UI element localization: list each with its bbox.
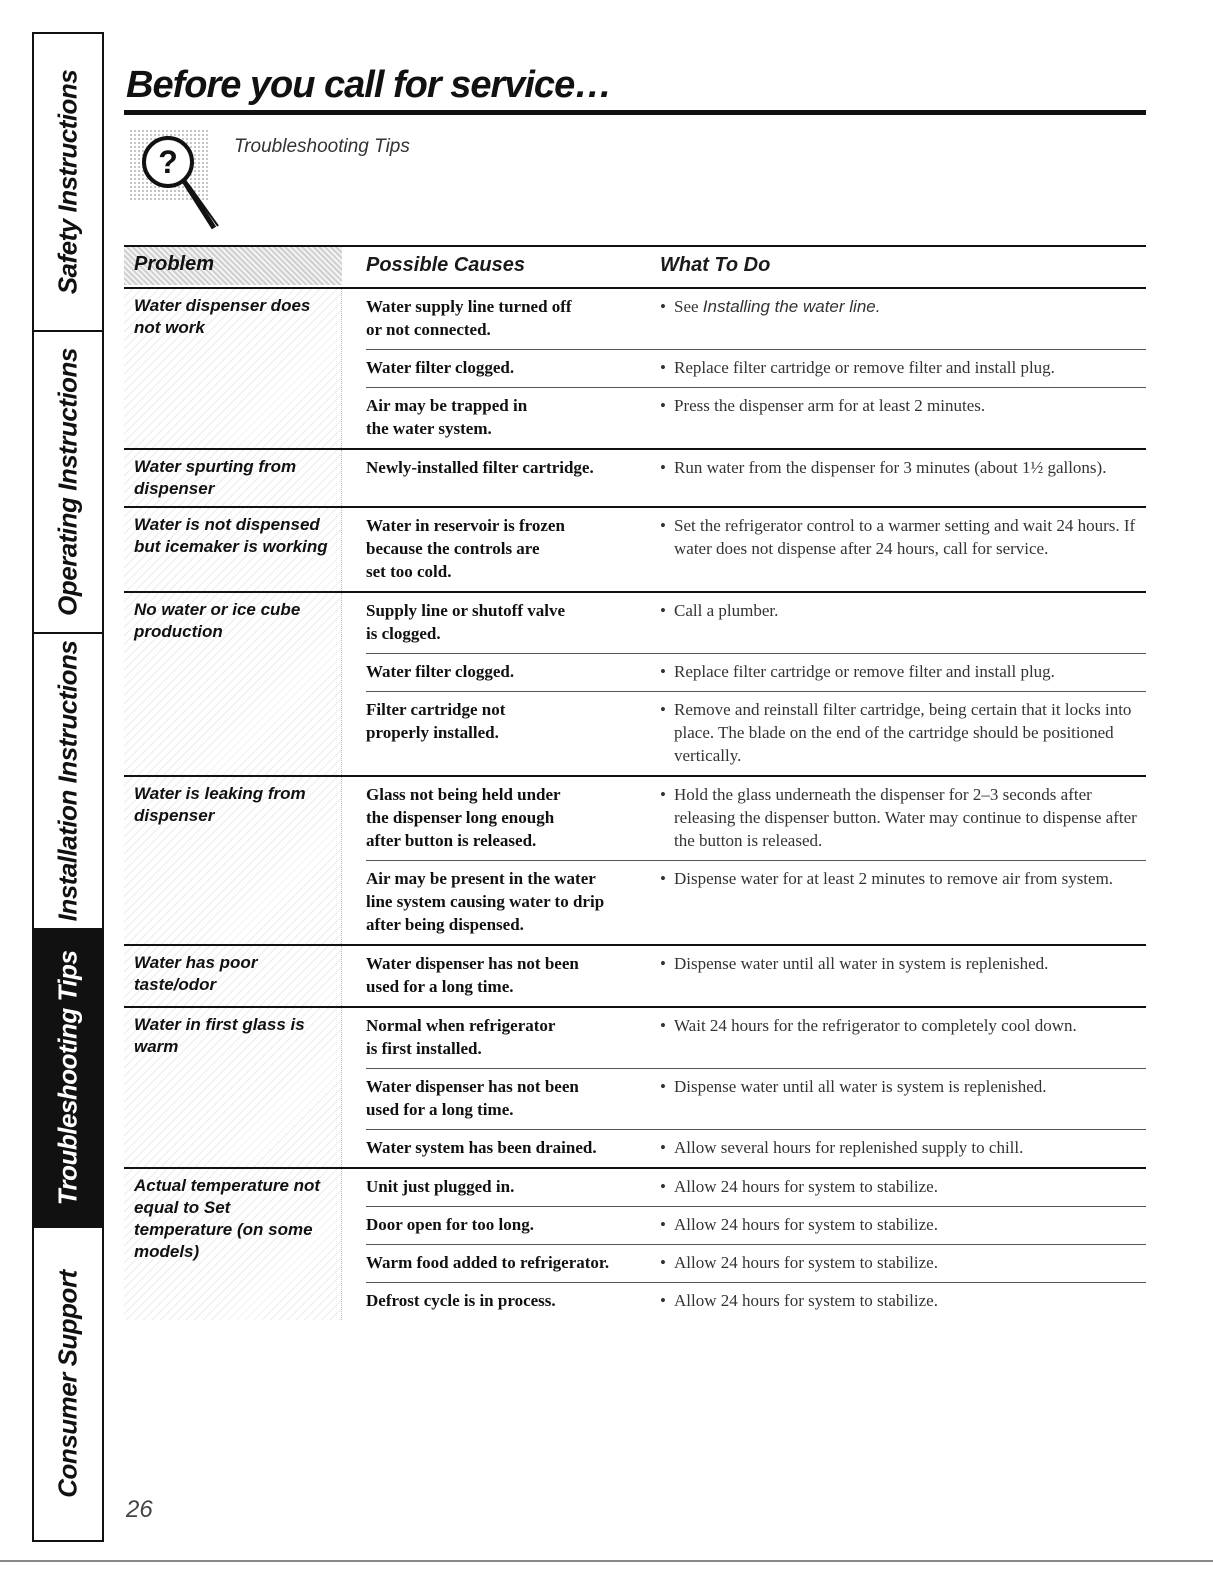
problem-group: [124, 450, 1146, 508]
cause-text: Water dispenser has not been used for a long time.: [366, 954, 579, 996]
table-row: [366, 861, 1146, 944]
todo-text: • Allow 24 hours for system to stabilize.: [660, 1215, 938, 1234]
cause-text: Water system has been drained.: [366, 1138, 597, 1157]
problem-group: [124, 1169, 1146, 1320]
problem-group: [124, 777, 1146, 946]
reference-link[interactable]: Installing the water line.: [702, 297, 881, 316]
problem-group: [124, 593, 1146, 777]
table-row: [366, 350, 1146, 388]
todo-text: • Allow several hours for replenished supply to chill.: [660, 1138, 1024, 1157]
section-subtitle: Troubleshooting Tips: [234, 136, 410, 157]
table-row: [366, 593, 1146, 654]
table-row: [366, 654, 1146, 692]
problem-label: Actual temperature not equal to Set temperature (on some models): [124, 1169, 342, 1320]
cause-text: Door open for too long.: [366, 1215, 534, 1234]
tab-safety-instructions[interactable]: Safety Instructions: [34, 34, 102, 332]
cause-text: Defrost cycle is in process.: [366, 1291, 556, 1310]
problem-label: No water or ice cube production: [124, 593, 342, 775]
problem-group: [124, 289, 1146, 450]
todo-text: • Run water from the dispenser for 3 minutes (about 1½ gallons).: [660, 458, 1107, 477]
todo-text: • Press the dispenser arm for at least 2 minutes.: [660, 396, 986, 415]
table-header: [124, 245, 1146, 289]
troubleshooting-question-icon: [130, 126, 230, 236]
bottom-divider: [0, 1560, 1213, 1562]
todo-text: • Set the refrigerator control to a warmer setting and wait 24 hours. If water does not dispense after 24 hours, call for service.: [660, 516, 1136, 558]
problem-label: Water dispenser does not work: [124, 289, 342, 448]
problem-label: Water spurting from dispenser: [124, 450, 342, 506]
cause-text: Water supply line turned off or not connected.: [366, 297, 572, 339]
cause-text: Water in reservoir is frozen because the controls are set too cold.: [366, 516, 565, 581]
cause-text: Supply line or shutoff valve is clogged.: [366, 601, 566, 643]
problem-label: Water is leaking from dispenser: [124, 777, 342, 944]
header-what-to-do: What To Do: [660, 254, 771, 276]
table-row: [366, 388, 1146, 448]
todo-text: • Allow 24 hours for system to stabilize.: [660, 1291, 938, 1310]
cause-text: Filter cartridge not properly installed.: [366, 700, 506, 742]
title-divider: [124, 110, 1146, 115]
table-row: [366, 1207, 1146, 1245]
problem-group: [124, 1008, 1146, 1169]
cause-text: Newly-installed filter cartridge.: [366, 458, 594, 477]
cause-text: Air may be trapped in the water system.: [366, 396, 528, 438]
todo-text: • Call a plumber.: [660, 601, 779, 620]
todo-text: • Replace filter cartridge or remove filter and install plug.: [660, 358, 1055, 377]
todo-text: • Replace filter cartridge or remove filter and install plug.: [660, 662, 1055, 681]
tab-troubleshooting-tips[interactable]: Troubleshooting Tips: [34, 930, 102, 1228]
svg-text:?: ?: [158, 144, 178, 180]
problem-group: [124, 508, 1146, 593]
page-title: Before you call for service…: [126, 64, 612, 106]
table-row: [366, 1169, 1146, 1207]
table-row: [366, 450, 1146, 487]
cause-text: Warm food added to refrigerator.: [366, 1253, 610, 1272]
page-number: 26: [126, 1496, 153, 1523]
todo-text: • Allow 24 hours for system to stabilize.: [660, 1253, 938, 1272]
cause-text: Unit just plugged in.: [366, 1177, 515, 1196]
cause-text: Water dispenser has not been used for a long time.: [366, 1077, 579, 1119]
table-row: [366, 1008, 1146, 1069]
table-row: [366, 1069, 1146, 1130]
problem-group: [124, 946, 1146, 1008]
problem-label: Water is not dispensed but icemaker is working: [124, 508, 342, 591]
tab-operating-instructions[interactable]: Operating Instructions: [34, 332, 102, 634]
table-row: [366, 946, 1146, 1006]
cause-text: Air may be present in the water line system causing water to drip after being dispensed.: [366, 869, 605, 934]
todo-text: • Allow 24 hours for system to stabilize.: [660, 1177, 938, 1196]
cause-text: Water filter clogged.: [366, 358, 515, 377]
todo-text: • See Installing the water line.: [660, 297, 881, 316]
header-possible-causes: Possible Causes: [366, 254, 525, 276]
todo-text: • Dispense water until all water in system is replenished.: [660, 954, 1049, 973]
table-row: [366, 508, 1146, 591]
tab-consumer-support[interactable]: Consumer Support: [52, 1270, 83, 1498]
tab-installation-instructions[interactable]: Installation Instructions: [34, 634, 102, 930]
todo-text: • Dispense water until all water is system is replenished.: [660, 1077, 1047, 1096]
problem-label: Water has poor taste/odor: [124, 946, 342, 1006]
cause-text: Water filter clogged.: [366, 662, 515, 681]
header-problem: Problem: [124, 247, 342, 285]
todo-text: • Remove and reinstall filter cartridge, being certain that it locks into place. The blade on the end of the cartridge should be positioned vertically.: [660, 700, 1132, 765]
table-row: [366, 1130, 1146, 1167]
table-row: [366, 289, 1146, 350]
table-row: [366, 692, 1146, 775]
cause-text: Glass not being held under the dispenser long enough after button is released.: [366, 785, 561, 850]
cause-text: Normal when refrigerator is first installed.: [366, 1016, 556, 1058]
table-row: [366, 777, 1146, 861]
todo-text: • Dispense water for at least 2 minutes to remove air from system.: [660, 869, 1114, 888]
problem-label: Water in first glass is warm: [124, 1008, 342, 1167]
troubleshooting-table: [124, 245, 1146, 1320]
section-tabs: [32, 32, 104, 1542]
table-row: [366, 1283, 1146, 1320]
todo-text: • Wait 24 hours for the refrigerator to completely cool down.: [660, 1016, 1077, 1035]
table-row: [366, 1245, 1146, 1283]
todo-text: • Hold the glass underneath the dispenser for 2–3 seconds after releasing the dispenser button. Water may continue to dispense after the button is released.: [660, 785, 1137, 850]
